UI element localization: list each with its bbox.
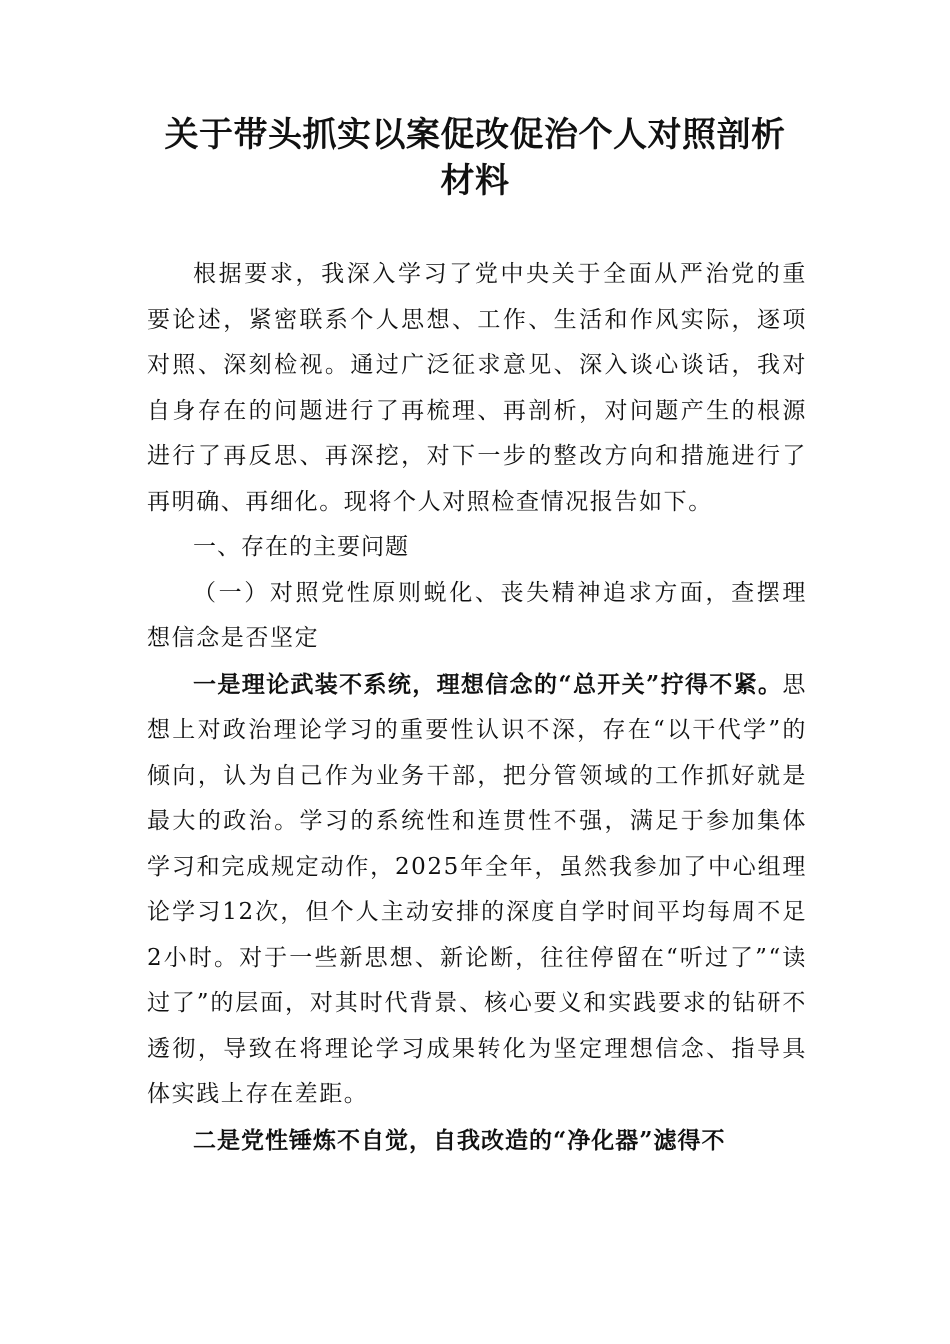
intro-paragraph: 根据要求，我深入学习了党中央关于全面从严治党的重要论述，紧密联系个人思想、工作、生活和作风实际，逐项对照、深刻检视。通过广泛征求意见、深入谈心谈话，我对自身存在的问题进行了再梳理、再剖析，对问题产生的根源进行了再反思、再深挖，对下一步的整改方向和措施进行了再明确、再细化。现将个人对照检查情况报告如下。	[147, 261, 807, 515]
point-1-lead: 一是理论武装不系统，理想信念的“总开关”拧得不紧。	[193, 670, 783, 698]
document-body	[147, 252, 807, 1164]
document-title	[120, 112, 830, 204]
subsection-heading: （一）对照党性原则蜕化、丧失精神追求方面，查摆理想信念是否坚定	[147, 579, 807, 651]
point-2-lead: 二是党性锤炼不自觉，自我改造的“净化器”滤得不	[193, 1126, 726, 1154]
point-1-body: 思想上对政治理论学习的重要性认识不深，存在“以干代学”的倾向，认为自己作为业务干部，把分管领域的工作抓好就是最大的政治。学习的系统性和连贯性不强，满足于参加集体学习和完成规定动作，2025年全年，虽然我参加了中心组理论学习12次，但个人主动安排的深度自学时间平均每周不足2小时。对于一些新思想、新论断，往往停留在“听过了”“读过了”的层面，对其时代背景、核心要义和实践要求的钻研不透彻，导致在将理论学习成果转化为坚定理想信念、指导具体实践上存在差距。	[147, 671, 807, 1107]
point-2-paragraph	[147, 1118, 807, 1165]
title-line-1: 关于带头抓实以案促改促治个人对照剖析	[164, 115, 786, 155]
point-1-paragraph	[147, 662, 807, 1118]
section-heading: 一、存在的主要问题	[193, 534, 409, 560]
title-line-2: 材料	[440, 161, 510, 201]
